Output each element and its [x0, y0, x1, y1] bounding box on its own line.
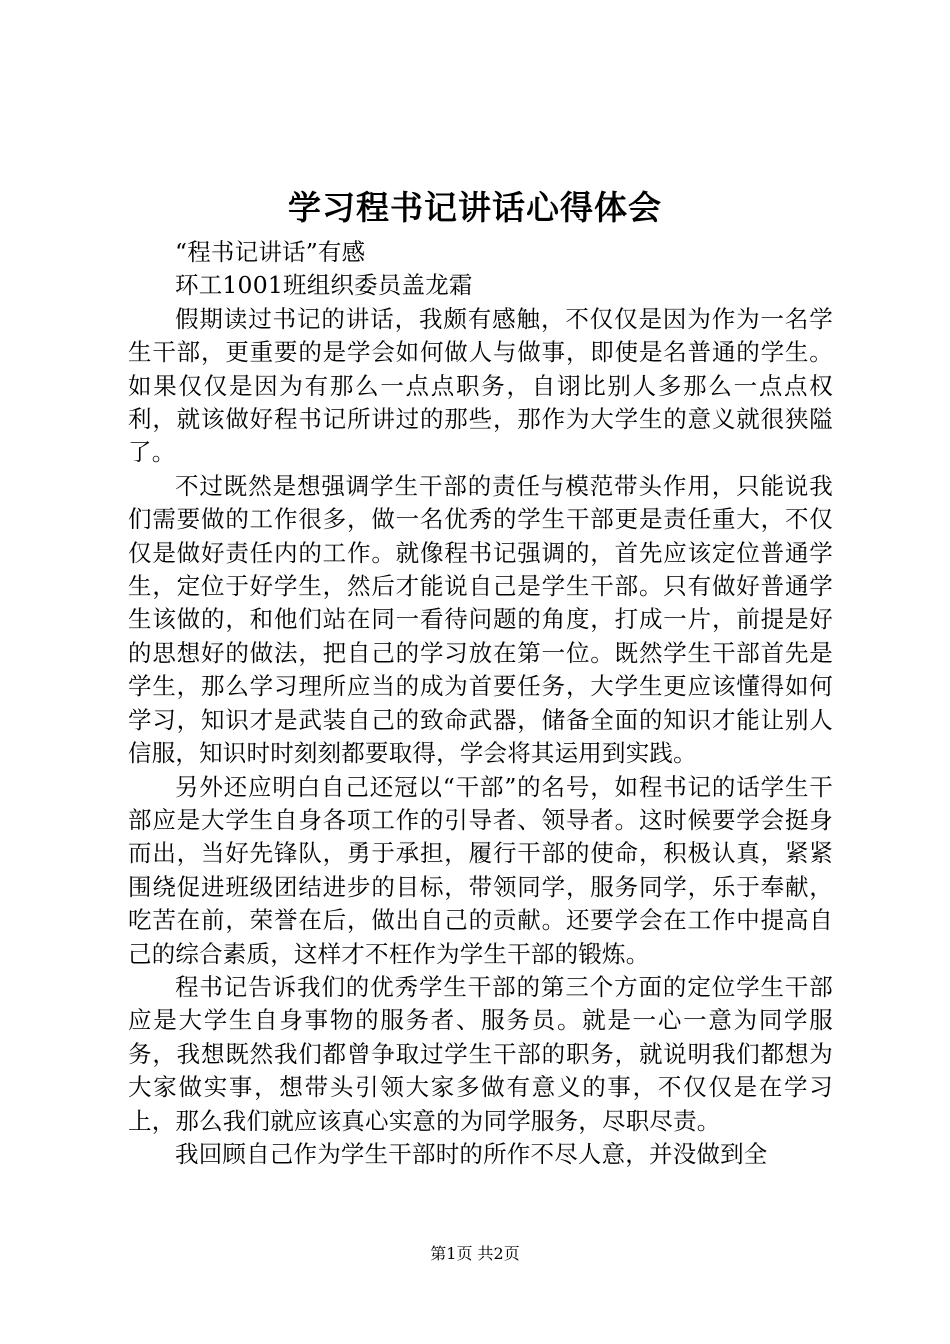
paragraph: 另外还应明白自己还冠以“干部”的名号，如程书记的话学生干部应是大学生自身各项工作的引导者、领导者。这时候要学会挺身而出，当好先锋队，勇于承担，履行干部的使命，积极认真，紧紧围绕促进班级团结进步的目标，带领同学，服务同学，乐于奉献，吃苦在前，荣誉在后，做出自己的贡献。还要学会在工作中提高自己的综合素质，这样才不枉作为学生干部的锻炼。	[128, 772, 833, 968]
paragraph: 我回顾自己作为学生干部时的所作不尽人意，并没做到全	[175, 1139, 768, 1168]
paragraph: 不过既然是想强调学生干部的责任与模范带头作用，只能说我们需要做的工作很多，做一名优秀的学生干部更是责任重大，不仅仅是做好责任内的工作。就像程书记强调的，首先应该定位普通学生，定位于好学生，然后才能说自己是学生干部。只有做好普通学生该做的，和他们站在同一看待问题的角度，打成一片，前提是好的思想好的做法，把自己的学习放在第一位。既然学生干部首先是学生，那么学习理所应当的成为首要任务，大学生更应该懂得如何学习，知识才是武装自己的致命武器，储备全面的知识才能让别人信服，知识时时刻刻都要取得，学会将其运用到实践。	[128, 471, 833, 768]
page-footer: 第1页 共2页	[430, 1244, 520, 1263]
author-line: 环工1001班组织委员盖龙霜	[175, 271, 473, 300]
document-body	[128, 236, 833, 1171]
subtitle: “程书记讲话”有感	[175, 238, 366, 266]
paragraph: 程书记告诉我们的优秀学生干部的第三个方面的定位学生干部应是大学生自身事物的服务者、服务员。就是一心一意为同学服务，我想既然我们都曾争取过学生干部的职务，就说明我们都想为大家做实事，想带头引领大家多做有意义的事，不仅仅是在学习上，那么我们就应该真心实意的为同学服务，尽职尽责。	[128, 972, 833, 1135]
paragraph: 假期读过书记的讲话，我颇有感触，不仅仅是因为作为一名学生干部，更重要的是学会如何做人与做事，即使是名普通的学生。如果仅仅是因为有那么一点点职务，自诩比别人多那么一点点权利，就该做好程书记所讲过的那些，那作为大学生的意义就很狭隘了。	[128, 304, 833, 467]
document-title: 学习程书记讲话心得体会	[288, 188, 662, 227]
